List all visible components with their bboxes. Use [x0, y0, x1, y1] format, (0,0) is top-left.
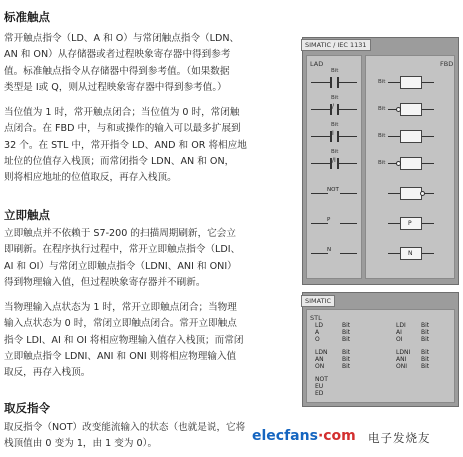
lad-contact-1 [311, 77, 357, 89]
lad-contact-symbol: I [332, 130, 334, 137]
watermark-logo: elecfans·com [252, 428, 356, 444]
fbd-invert-circle [420, 191, 425, 196]
lad-contact-symbol: /I [332, 157, 336, 164]
stl-col-standard-ops: LD A O LDN AN ON NOT EU ED [315, 322, 328, 397]
fbd-bit-label: Bit [378, 133, 386, 139]
paragraph-not: 取反指令（NOT）改变能流输入的状态（也就是说，它将 栈顶值由 0 变为 1，由 1 变为 0）。 [4, 422, 246, 450]
paragraph-immediate-1: 立即触点并不依赖于 S7-200 的扫描周期刷新，它会立 即刷新。在程序执行过程中，常开立即触点指令（LDI、 AI 和 OI）与常闭立即触点指令（LDNI、ANI 和 ONI） 得到物理输入值，但过程映象寄存器并不刷新。 [4, 228, 241, 288]
lad-contact-2 [311, 104, 357, 116]
fbd-bit-label: Bit [378, 79, 386, 85]
lad-bit-label: Bit [331, 95, 339, 101]
section-title-not-instruction: 取反指令 [4, 401, 50, 415]
stl-panel-tab: SIMATIC [301, 295, 335, 307]
fbd-output-line [422, 109, 434, 110]
lad-bit-label: Bit [331, 68, 339, 74]
section-title-standard-contacts: 标准触点 [4, 10, 50, 24]
fbd-box-symbol: P [408, 220, 412, 227]
fbd-bit-label: Bit [378, 106, 386, 112]
paragraph-standard-2: 当位值为 1 时，常开触点闭合；当位值为 0 时，常闭触 点闭合。在 FBD 中，与和或操作的输入可以最多扩展到 32 个。在 STL 中，常开指令 LD、AND 和 OR 将相应地 址位的位值存入栈顶；而常闭指令 LDN、AN 和 ON， 则将相应地址的位值取反，再存入栈顶。 [4, 107, 247, 184]
fbd-output-line [422, 163, 434, 164]
lad-bit-label: Bit [331, 149, 339, 155]
lad-contact-7 [311, 248, 357, 260]
stl-col-immediate-bits: Bit Bit Bit Bit Bit Bit [421, 322, 430, 370]
fbd-invert-circle [396, 107, 401, 112]
fbd-box-1 [400, 76, 422, 89]
fbd-box-2 [400, 103, 422, 116]
lad-contact-symbol: P [327, 217, 331, 223]
lad-contact-3 [311, 131, 357, 143]
fbd-input-line [388, 223, 400, 224]
lad-label: LAD [310, 60, 324, 68]
lad-fbd-panel-tab: SIMATIC / IEC 1131 [301, 39, 371, 51]
fbd-input-line [388, 193, 400, 194]
lad-contact-5 [311, 188, 357, 200]
stl-area [306, 309, 455, 403]
fbd-output-line [422, 136, 434, 137]
stl-col-standard-bits: Bit Bit Bit Bit Bit Bit [342, 322, 351, 370]
fbd-invert-circle [396, 161, 401, 166]
lad-bit-label: Bit [331, 122, 339, 128]
fbd-box-5 [400, 187, 422, 200]
stl-col-immediate-ops: LDI AI OI LDNI ANI ONI [396, 322, 411, 370]
watermark-cn: 电子发烧友 [368, 431, 431, 445]
fbd-box-symbol: N [408, 250, 413, 257]
fbd-box-3 [400, 130, 422, 143]
fbd-input-line [388, 82, 400, 83]
fbd-output-line [422, 82, 434, 83]
fbd-box-4 [400, 157, 422, 170]
fbd-bit-label: Bit [378, 160, 386, 166]
fbd-input-line [388, 253, 400, 254]
fbd-label: FBD [440, 60, 454, 68]
lad-contact-6 [311, 218, 357, 230]
section-title-immediate-contacts: 立即触点 [4, 208, 50, 222]
stl-label: STL [310, 314, 322, 322]
paragraph-immediate-2: 当物理输入点状态为 1 时，常开立即触点闭合；当物理 输入点状态为 0 时，常闭立即触点闭合。常开立即触点 指令 LDI、AI 和 OI 将相应物理输入值存入栈顶；而常闭 立即触点指令 LDNI、ANI 和 ONI 则将相应物理输入值 取反，再存入栈顶。 [4, 302, 244, 379]
lad-contact-4 [311, 158, 357, 170]
fbd-output-line [422, 253, 434, 254]
fbd-input-line [388, 136, 400, 137]
paragraph-standard-1: 常开触点指令（LD、A 和 O）与常闭触点指令（LDN、 AN 和 ON）从存储器或者过程映象寄存器中得到参考 值。标准触点指令从存储器中得到参考值。（如果数据 类型是 I或 Q，则从过程映象寄存器中得到参考值。） [4, 33, 240, 93]
lad-contact-symbol: NOT [327, 187, 339, 193]
lad-contact-symbol: / [332, 103, 335, 110]
fbd-output-line [422, 223, 434, 224]
lad-contact-symbol: N [327, 247, 332, 253]
